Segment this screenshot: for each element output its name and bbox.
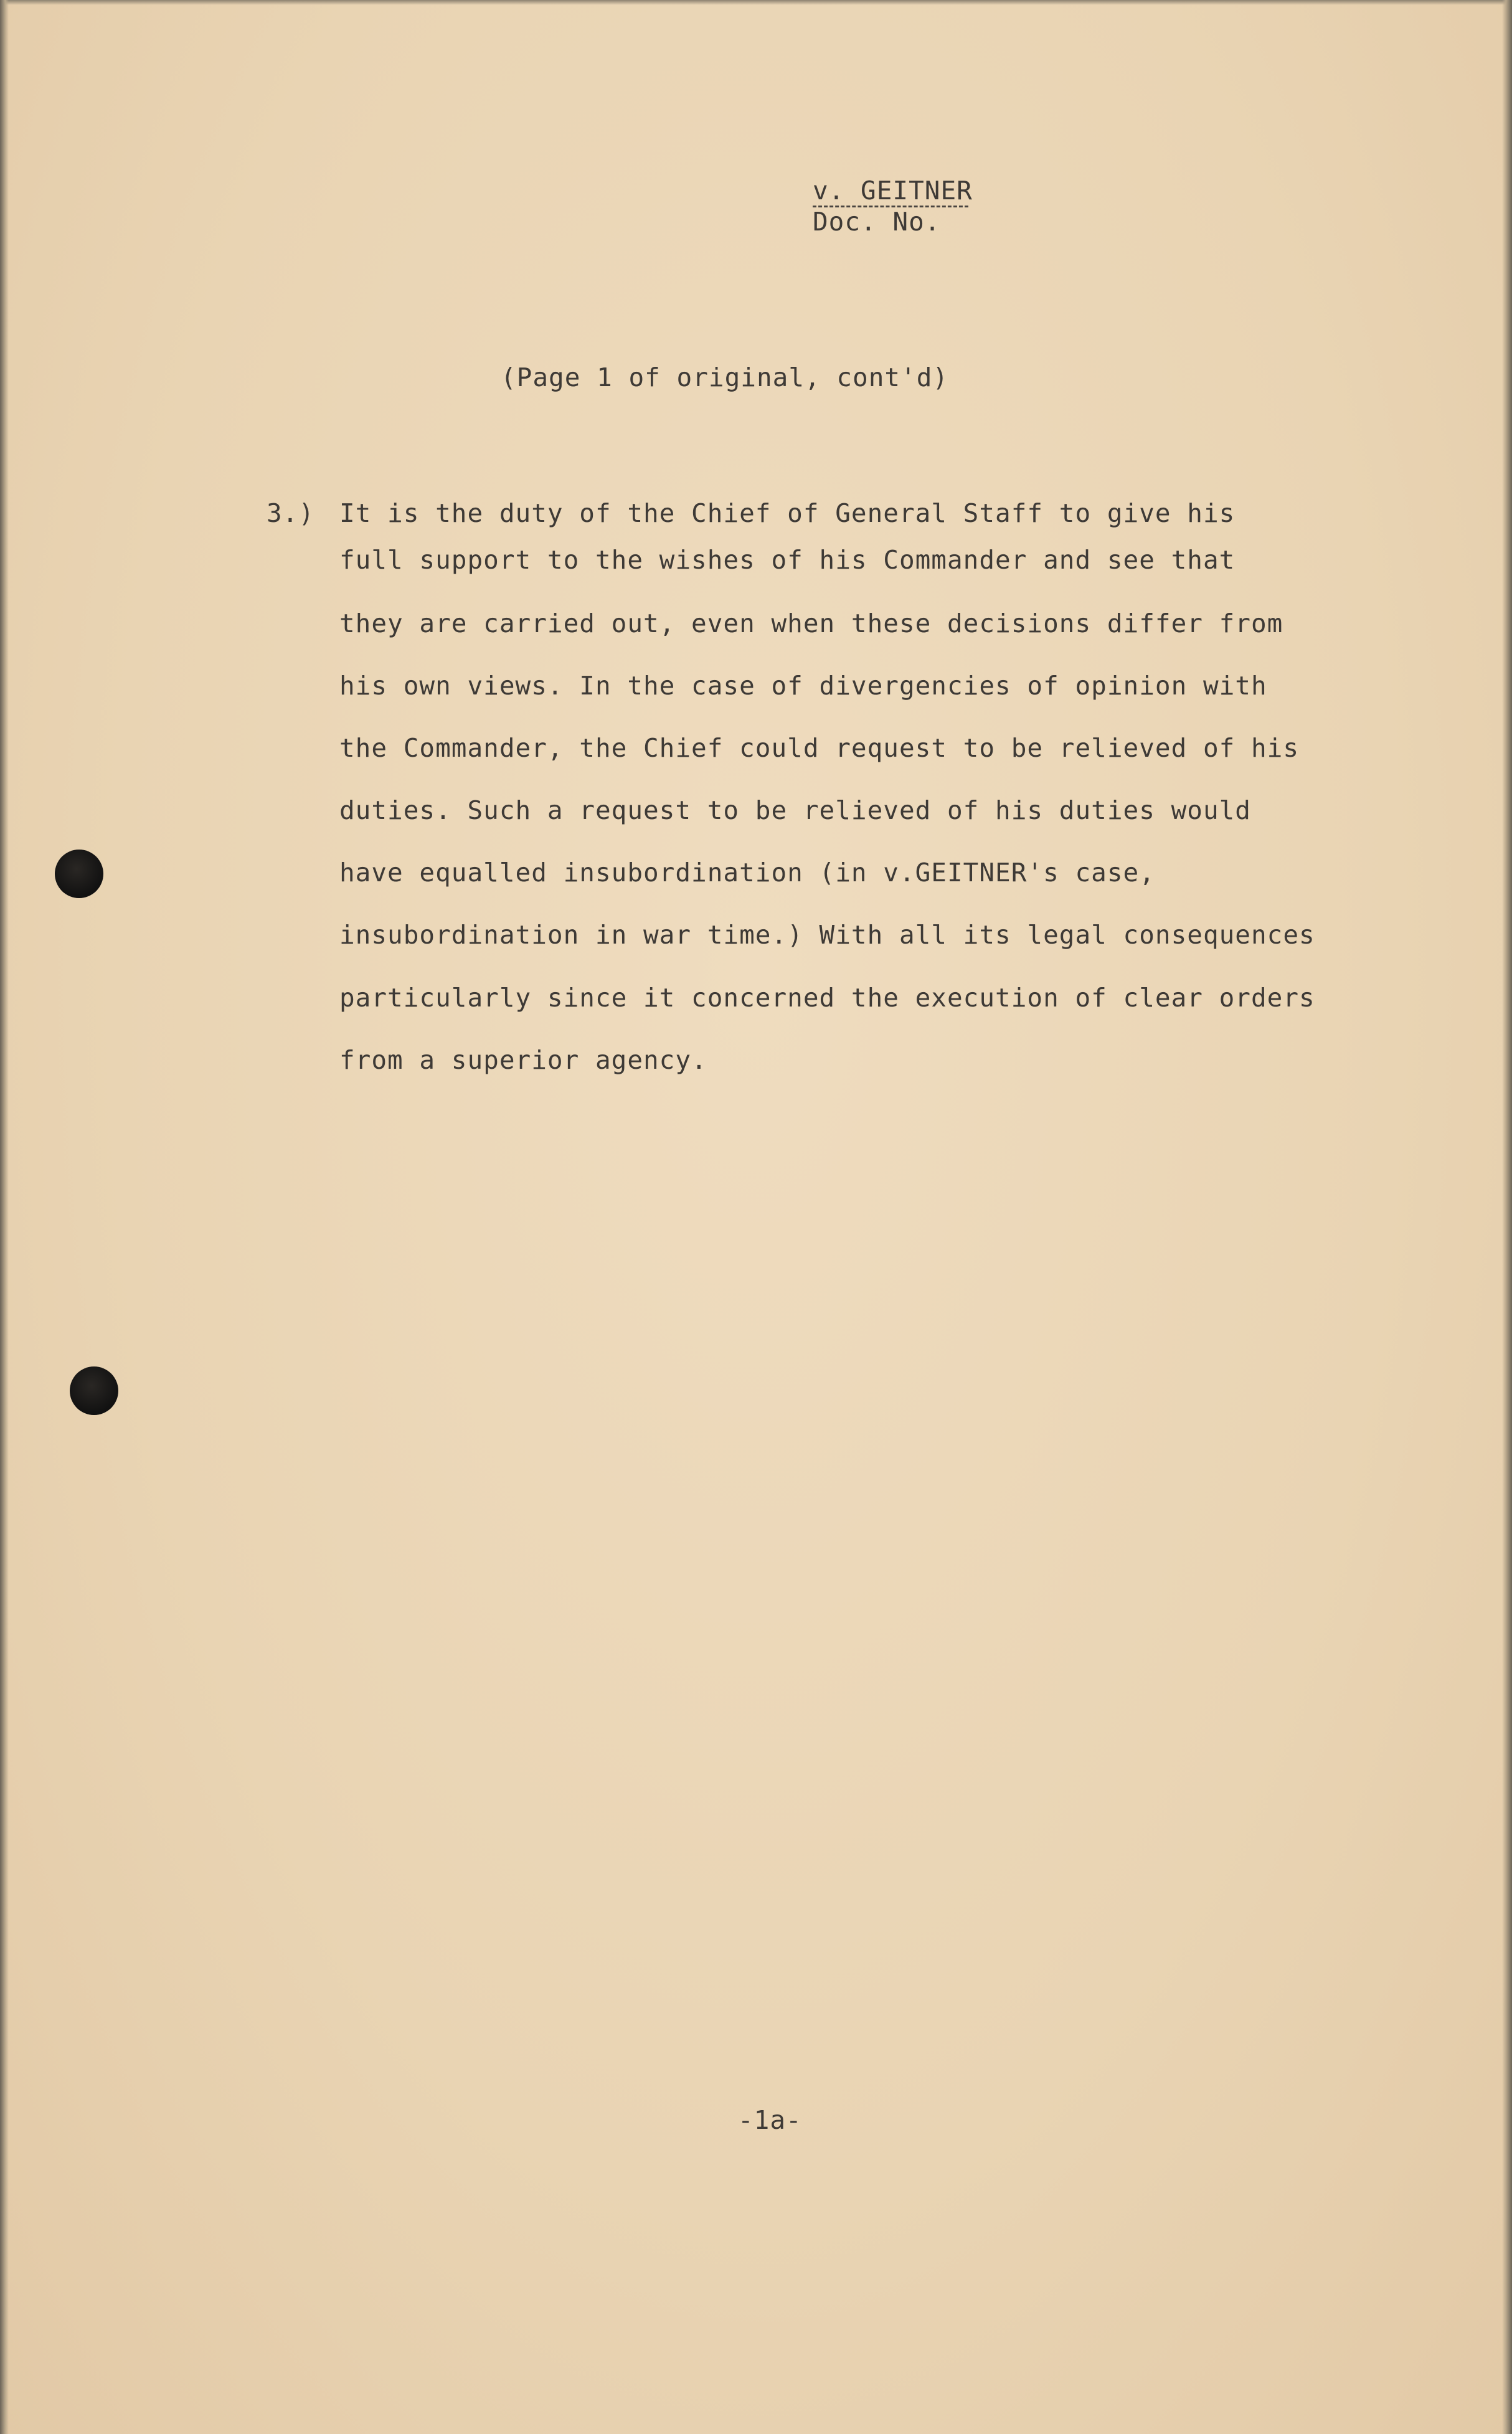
page-edge-left [0, 0, 9, 2434]
page-edge-top [0, 0, 1512, 5]
paragraph-line: they are carried out, even when these decisions differ from [339, 608, 1283, 638]
paragraph-number: 3.) [267, 498, 315, 528]
paragraph-line: full support to the wishes of his Commander and see that [339, 545, 1236, 575]
paragraph-line: from a superior agency. [339, 1045, 707, 1075]
punch-hole [55, 850, 103, 898]
paragraph-line: It is the duty of the Chief of General Staff to give his [339, 498, 1236, 528]
paragraph-line: have equalled insubordination (in v.GEITNER's case, [339, 858, 1155, 888]
page-edge-right [1502, 0, 1512, 2434]
page-number: -1a- [738, 2105, 802, 2135]
page-note: (Page 1 of original, cont'd) [501, 362, 949, 392]
paragraph-line: duties. Such a request to be relieved of his duties would [339, 795, 1251, 825]
paragraph-line: the Commander, the Chief could request to be relieved of his [339, 733, 1300, 763]
paragraph-line: particularly since it concerned the execution of clear orders [339, 983, 1315, 1013]
paragraph-line: his own views. In the case of divergencies of opinion with [339, 671, 1267, 701]
reference-name: v. GEITNER [813, 176, 973, 206]
reference-doc-number: Doc. No. [813, 207, 941, 237]
punch-hole [70, 1366, 118, 1415]
paragraph-line: insubordination in war time.) With all its legal consequences [339, 920, 1315, 950]
